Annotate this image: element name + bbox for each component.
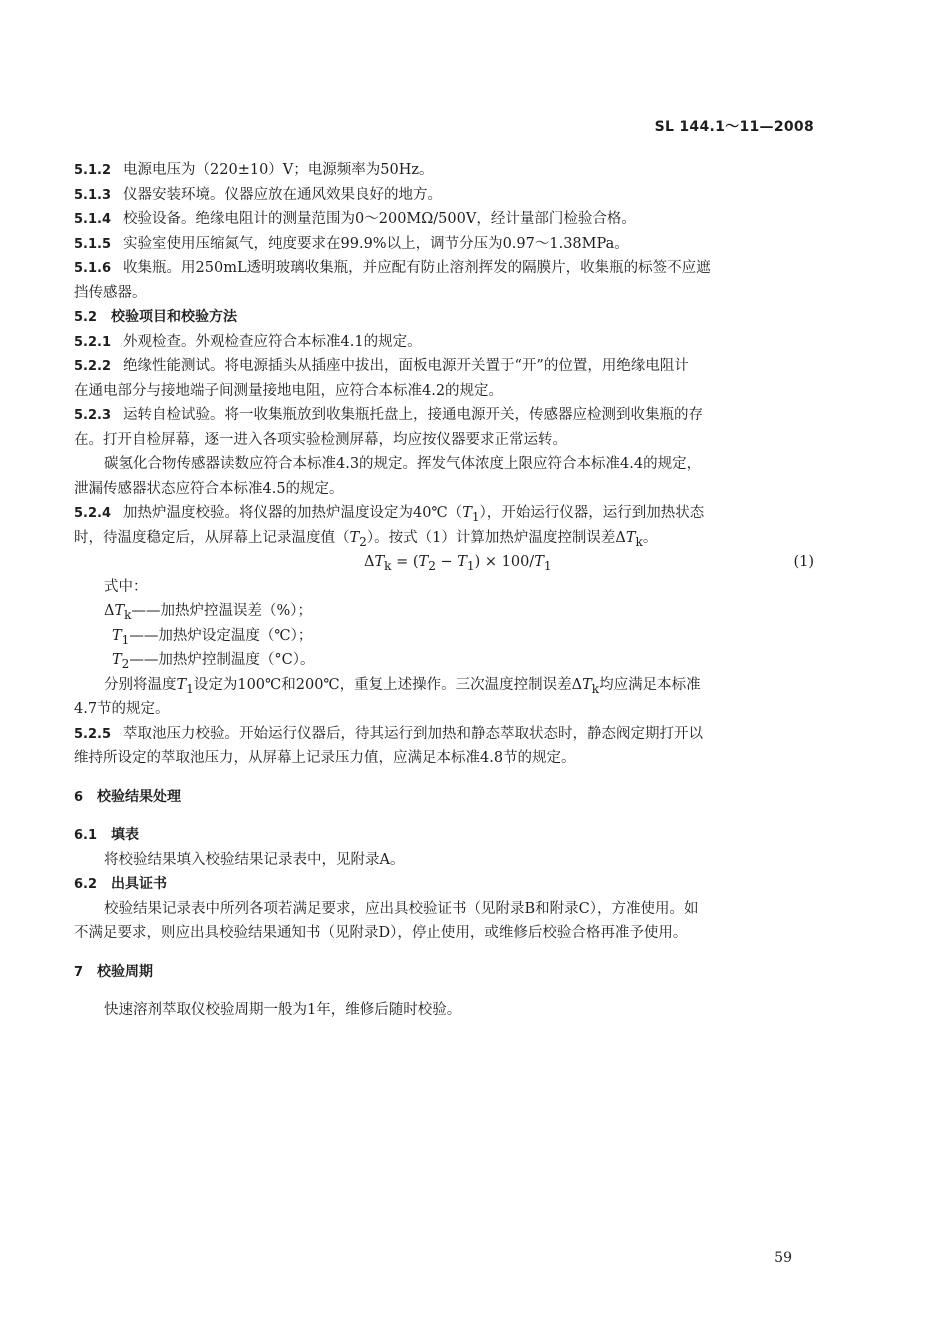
clause-text: ）。按式（1）计算加热炉温度控制误差Δ <box>366 529 626 546</box>
paragraph-text: 设定为100℃和200℃，重复上述操作。三次温度控制误差Δ <box>193 676 583 693</box>
symbol-subscript: 2 <box>428 558 436 573</box>
sensor-paragraph: 碳氢化合物传感器读数应符合本标准4.3的规定。挥发气体浓度上限应符合本标准4.4的规定， <box>104 456 702 472</box>
symbol-subscript: k <box>124 607 132 622</box>
clause-5-2-5 <box>74 722 814 747</box>
symbol-subscript: 1 <box>186 681 194 696</box>
heading-number: 6 <box>74 789 84 805</box>
clause-number: 5.1.5 <box>74 236 112 252</box>
where-item-delta <box>74 599 814 624</box>
clause-5-2-2-cont: 在通电部分与接地端子间测量接地电阻，应符合本标准4.2的规定。 <box>74 382 504 399</box>
clause-number: 5.2.2 <box>74 359 112 374</box>
clause-text: 实验室使用压缩氮气，纯度要求在99.9%以上，调节分压为0.97～1.38MPa。 <box>123 235 629 252</box>
clause-number: 5.1.4 <box>74 212 112 227</box>
clause-number: 5.2.3 <box>74 408 112 423</box>
heading-title: 校验项目和校验方法 <box>111 309 238 325</box>
symbol-t: T <box>462 505 472 521</box>
clause-text: 。 <box>642 529 658 546</box>
symbol-t: T <box>534 554 544 570</box>
symbol-subscript: 1 <box>543 558 552 573</box>
definition-text: ——加热炉控制温度（°C）。 <box>129 652 315 668</box>
symbol-subscript: 2 <box>121 656 130 671</box>
symbol-subscript: 1 <box>466 558 475 573</box>
paragraph-6-1: 将校验结果填入校验结果记录表中，见附录A。 <box>104 851 405 868</box>
clause-number: 5.1.2 <box>74 163 112 178</box>
sensor-paragraph-cont: 泄漏传感器状态应符合本标准4.5的规定。 <box>74 480 344 497</box>
symbol-t: T <box>114 603 125 619</box>
symbol-subscript: k <box>591 681 600 696</box>
where-label: 式中： <box>104 578 148 595</box>
clause-number: 5.1.3 <box>74 187 112 203</box>
clause-5-2-2 <box>74 354 814 379</box>
clause-5-2-5-cont: 维持所设定的萃取池压力，从屏幕上记录压力值，应满足本标准4.8节的规定。 <box>74 750 576 766</box>
spacer <box>74 809 814 823</box>
clause-text: 校验设备。绝缘电阻计的测量范围为0～200MΩ/500V，经计量部门检验合格。 <box>123 211 636 227</box>
symbol-t: T <box>112 652 122 668</box>
heading-6-2 <box>74 872 814 897</box>
definition-text: ——加热炉控温误差（%）； <box>131 603 313 619</box>
page-number: 59 <box>774 1250 792 1266</box>
delta-symbol: Δ <box>364 554 375 570</box>
clause-5-1-6-cont: 挡传感器。 <box>74 284 147 301</box>
equation-part: − <box>435 554 458 570</box>
symbol-t: T <box>112 627 122 644</box>
clause-5-2-4-cont <box>74 526 814 551</box>
clause-text: 电源电压为（220±10）V；电源频率为50Hz。 <box>123 162 434 178</box>
symbol-t: T <box>349 529 360 546</box>
clause-5-2-1 <box>74 330 814 355</box>
clause-5-2-3 <box>74 403 814 428</box>
clause-text: 仪器安装环境。仪器应放在通风效果良好的地方。 <box>123 186 443 203</box>
symbol-subscript: 1 <box>471 509 480 524</box>
symbol-t: T <box>457 554 467 570</box>
clause-text: 绝缘性能测试。将电源插头从插座中拔出，面板电源开关置于“开”的位置，用绝缘电阻计 <box>123 358 689 374</box>
spacer <box>74 984 814 998</box>
clause-text: 运转自检试验。将一收集瓶放到收集瓶托盘上，接通电源开关，传感器应检测到收集瓶的存 <box>123 407 704 423</box>
heading-number: 6.2 <box>74 877 98 892</box>
clause-5-1-4 <box>74 207 814 232</box>
clause-text: 时，待温度稳定后，从屏幕上记录温度值（ <box>74 529 350 546</box>
heading-number: 7 <box>74 964 84 980</box>
spacer <box>74 771 814 785</box>
clause-5-1-5 <box>74 232 814 257</box>
heading-title: 出具证书 <box>111 876 168 892</box>
paragraph-text: 分别将温度 <box>104 676 177 693</box>
repeat-paragraph-cont: 4.7节的规定。 <box>74 701 170 717</box>
clause-number: 5.2.4 <box>74 506 112 521</box>
equation-expression <box>364 550 552 578</box>
clause-number: 5.2.5 <box>74 726 112 742</box>
symbol-t: T <box>418 554 429 570</box>
equation-part: = ( <box>391 554 419 570</box>
spacer <box>74 946 814 960</box>
delta-symbol: Δ <box>104 603 115 619</box>
repeat-paragraph <box>74 673 814 698</box>
equation-part: ) × 100/ <box>474 554 535 570</box>
symbol-t: T <box>176 676 187 693</box>
document-body <box>74 158 814 1023</box>
equation-1 <box>74 550 814 575</box>
standard-code-header: SL 144.1～11—2008 <box>654 119 814 135</box>
symbol-t: T <box>374 554 385 570</box>
symbol-subscript: k <box>384 558 392 573</box>
where-item-t2 <box>74 648 814 673</box>
definition-text: ——加热炉设定温度（℃）； <box>129 627 313 644</box>
clause-5-1-3 <box>74 183 814 208</box>
paragraph-6-2: 校验结果记录表中所列各项若满足要求，应出具校验证书（见附录B和附录C），方准使用。如 <box>104 900 699 917</box>
paragraph-7: 快速溶剂萃取仪校验周期一般为1年，维修后随时校验。 <box>104 1002 462 1018</box>
symbol-subscript: 1 <box>121 632 130 647</box>
paragraph-text: 均应满足本标准 <box>599 676 701 693</box>
clause-5-2-3-cont: 在。打开自检屏幕，逐一进入各项实验检测屏幕，均应按仪器要求正常运转。 <box>74 431 567 448</box>
heading-6-1 <box>74 823 814 848</box>
symbol-t: T <box>582 676 592 693</box>
equation-number: (1) <box>793 554 814 570</box>
clause-number: 5.2.1 <box>74 334 112 350</box>
clause-5-1-2 <box>74 158 814 183</box>
where-item-t1 <box>74 624 814 649</box>
heading-6 <box>74 785 814 810</box>
clause-5-1-6 <box>74 256 814 281</box>
clause-text: 加热炉温度校验。将仪器的加热炉温度设定为40℃（ <box>123 505 463 521</box>
clause-number: 5.1.6 <box>74 261 112 276</box>
heading-number: 6.1 <box>74 828 98 843</box>
symbol-t: T <box>625 529 636 546</box>
clause-text: ），开始运行仪器，运行到加热状态 <box>479 505 705 521</box>
heading-5-2 <box>74 305 814 330</box>
heading-number: 5.2 <box>74 310 98 325</box>
clause-5-2-4 <box>74 501 814 526</box>
heading-title: 填表 <box>111 827 140 843</box>
heading-7 <box>74 960 814 985</box>
heading-title: 校验周期 <box>97 963 154 980</box>
clause-text: 萃取池压力校验。开始运行仪器后，待其运行到加热和静态萃取状态时，静态阀定期打开以 <box>123 725 704 742</box>
clause-text: 外观检查。外观检查应符合本标准4.1的规定。 <box>123 333 422 350</box>
symbol-subscript: k <box>635 534 643 549</box>
paragraph-6-2-cont: 不满足要求，则应出具校验结果通知书（见附录D），停止使用，或维修后校验合格再准予使用。 <box>74 925 688 941</box>
clause-text: 收集瓶。用250mL透明玻璃收集瓶，并应配有防止溶剂挥发的隔膜片，收集瓶的标签不应遮 <box>123 260 711 276</box>
symbol-subscript: 2 <box>359 534 367 549</box>
heading-title: 校验结果处理 <box>97 788 182 805</box>
